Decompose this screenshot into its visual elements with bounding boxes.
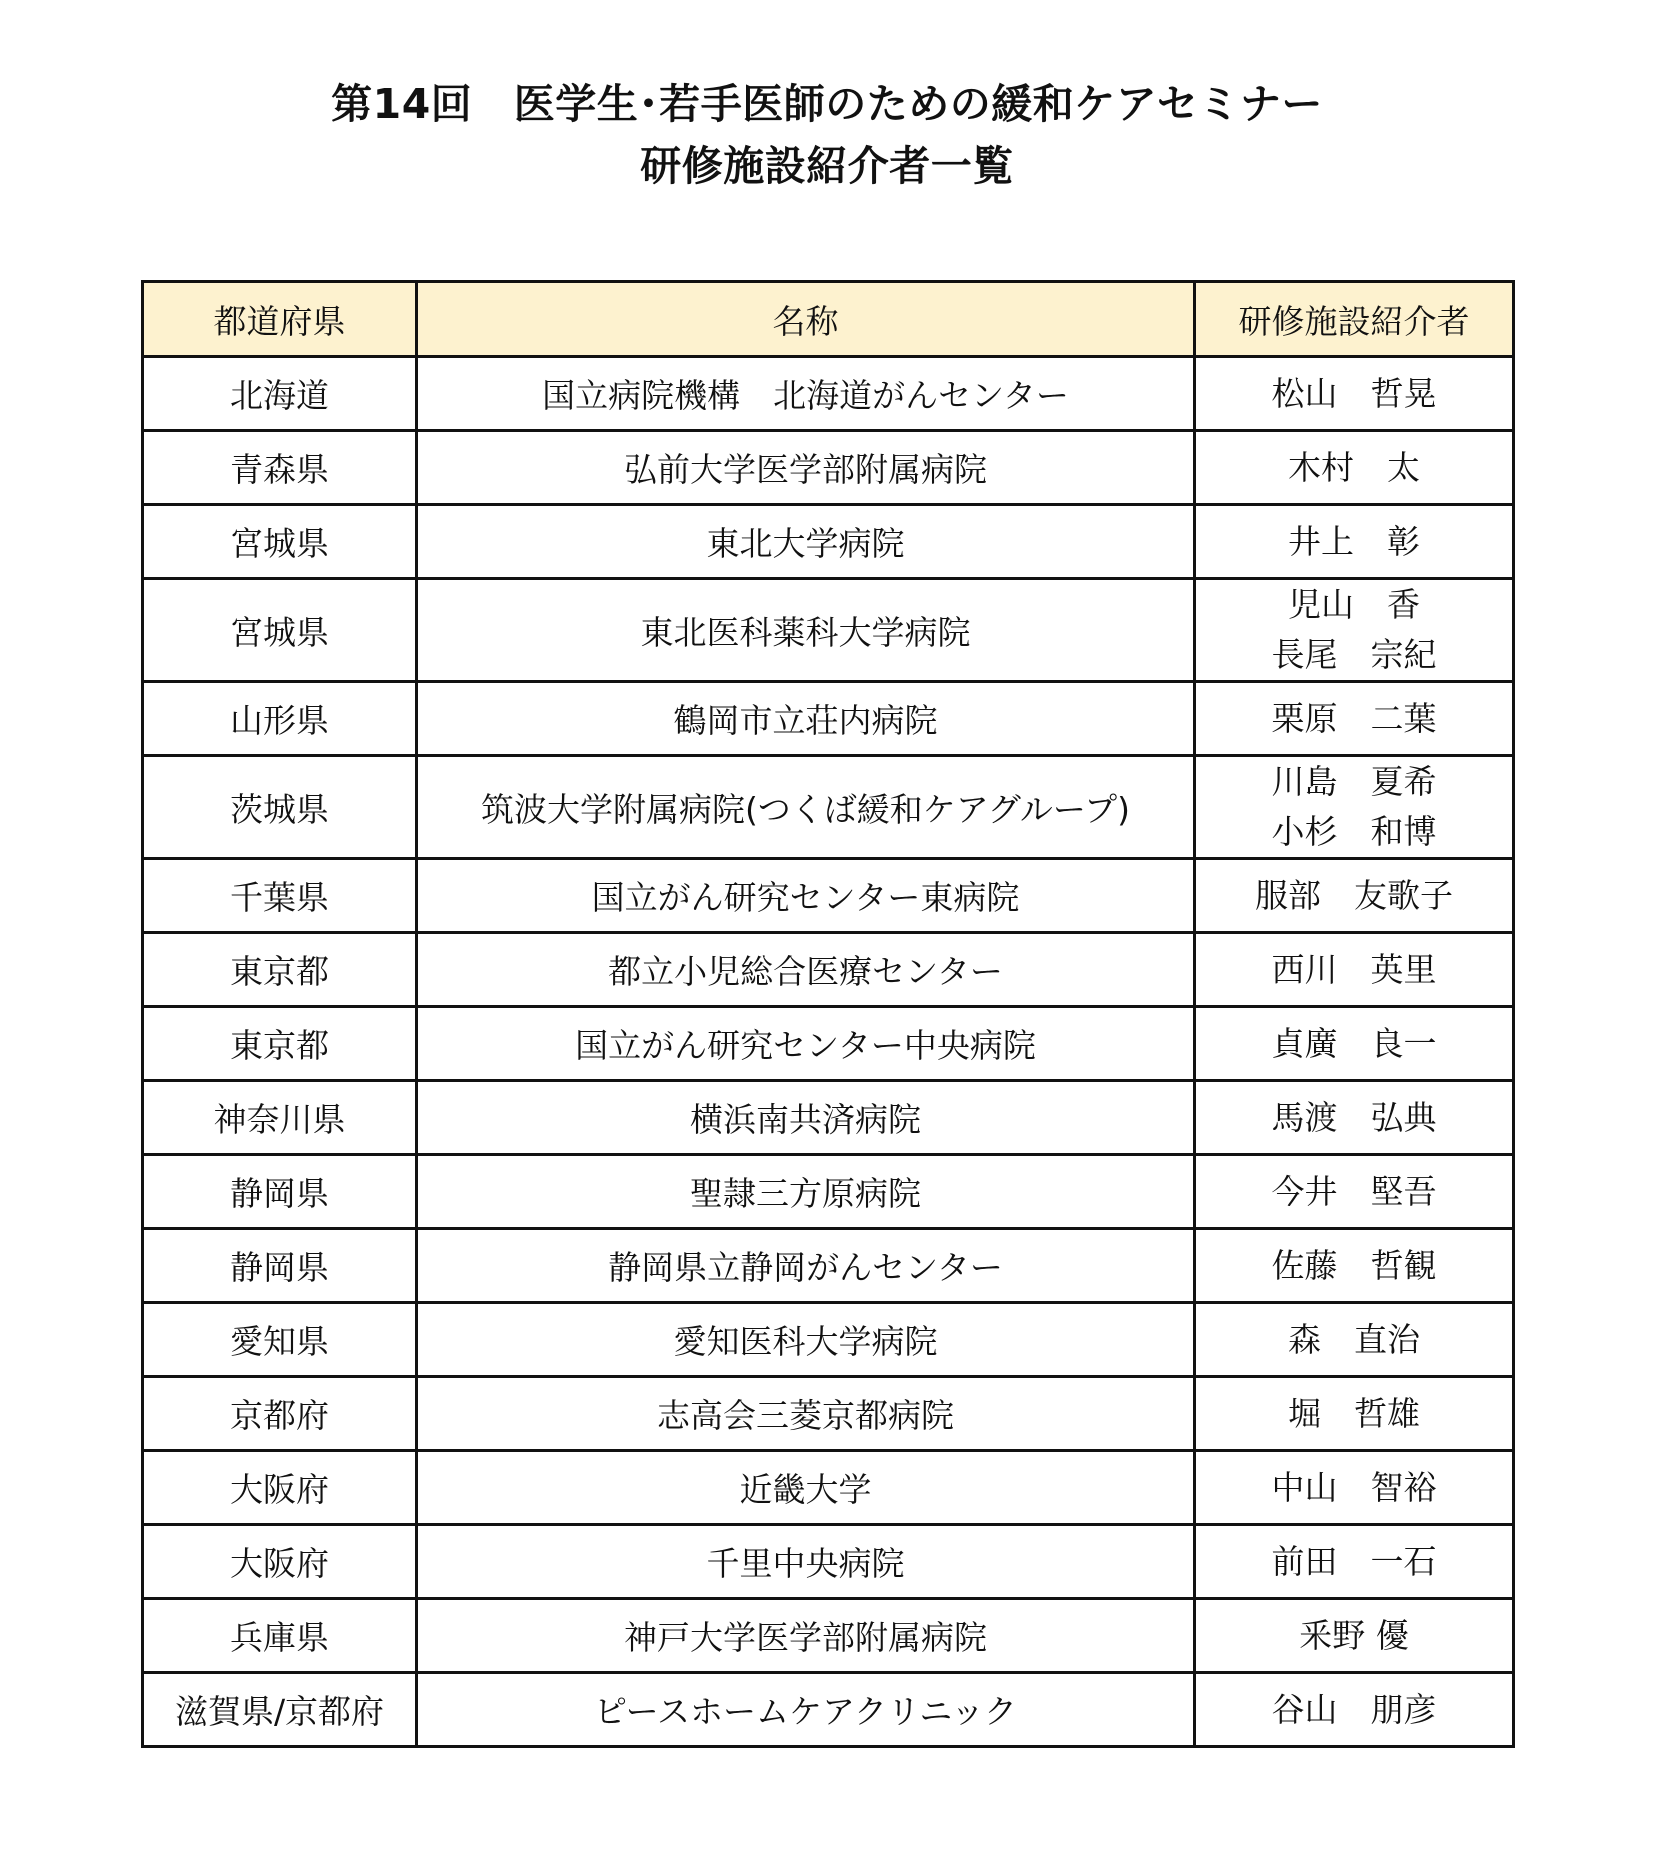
introducer-cell (1195, 756, 1514, 859)
introducer-name: 服部 友歌子 (1255, 875, 1453, 915)
prefecture-cell: 東京都 (143, 933, 417, 1007)
introducer-name: 釆野 優 (1299, 1615, 1409, 1655)
prefecture-cell: 京都府 (143, 1377, 417, 1451)
table-row (143, 859, 1514, 933)
prefecture-cell: 滋賀県/京都府 (143, 1673, 417, 1747)
introducer-name: 森 直治 (1288, 1319, 1420, 1359)
introducer-name: 前田 一石 (1271, 1541, 1437, 1581)
facility-name-cell: 静岡県立静岡がんセンター (417, 1229, 1195, 1303)
header-facility-name: 名称 (417, 282, 1195, 357)
table-row (143, 756, 1514, 859)
introducer-cell (1195, 859, 1514, 933)
facility-introducer-table (141, 280, 1515, 1748)
introducer-name: 今井 堅吾 (1271, 1171, 1437, 1211)
introducer-name: 井上 彰 (1288, 521, 1420, 561)
prefecture-cell: 大阪府 (143, 1451, 417, 1525)
facility-name-cell: 東北大学病院 (417, 505, 1195, 579)
prefecture-cell: 静岡県 (143, 1155, 417, 1229)
facility-name-cell: 横浜南共済病院 (417, 1081, 1195, 1155)
introducer-name: 長尾 宗紀 (1271, 635, 1437, 674)
introducer-name: 谷山 朋彦 (1271, 1689, 1437, 1729)
facility-name-cell: 鶴岡市立荘内病院 (417, 682, 1195, 756)
introducer-cell (1195, 933, 1514, 1007)
table-row (143, 933, 1514, 1007)
introducer-cell (1195, 682, 1514, 756)
table-row (143, 1451, 1514, 1525)
introducer-name: 中山 智裕 (1271, 1467, 1437, 1507)
table-body (143, 357, 1514, 1747)
table-row (143, 357, 1514, 431)
header-introducer: 研修施設紹介者 (1195, 282, 1514, 357)
table-header-row (143, 282, 1514, 357)
introducer-cell (1195, 1377, 1514, 1451)
table-row (143, 1303, 1514, 1377)
facility-name-cell: 国立がん研究センター中央病院 (417, 1007, 1195, 1081)
introducer-name: 西川 英里 (1271, 949, 1437, 989)
prefecture-cell: 北海道 (143, 357, 417, 431)
introducer-cell (1195, 357, 1514, 431)
introducer-cell (1195, 1673, 1514, 1747)
facility-name-cell: 国立がん研究センター東病院 (417, 859, 1195, 933)
facility-name-cell: 近畿大学 (417, 1451, 1195, 1525)
introducer-cell (1195, 1081, 1514, 1155)
facility-name-cell: 愛知医科大学病院 (417, 1303, 1195, 1377)
introducer-name: 堀 哲雄 (1288, 1393, 1420, 1433)
table-row (143, 1599, 1514, 1673)
introducer-cell (1195, 1229, 1514, 1303)
introducer-name: 木村 太 (1288, 447, 1420, 487)
table-row (143, 1525, 1514, 1599)
introducer-cell (1195, 1599, 1514, 1673)
prefecture-cell: 茨城県 (143, 756, 417, 859)
table-row (143, 1155, 1514, 1229)
facility-name-cell: 千里中央病院 (417, 1525, 1195, 1599)
table-row (143, 1081, 1514, 1155)
facility-name-cell: 聖隷三方原病院 (417, 1155, 1195, 1229)
introducer-cell (1195, 579, 1514, 682)
introducer-name: 小杉 和博 (1271, 812, 1437, 851)
prefecture-cell: 大阪府 (143, 1525, 417, 1599)
facility-name-cell: 東北医科薬科大学病院 (417, 579, 1195, 682)
facility-name-cell: 筑波大学附属病院(つくば緩和ケアグループ) (417, 756, 1195, 859)
facility-name-cell: 都立小児総合医療センター (417, 933, 1195, 1007)
prefecture-cell: 神奈川県 (143, 1081, 417, 1155)
introducer-cell (1195, 1007, 1514, 1081)
table-row (143, 1673, 1514, 1747)
table-row (143, 579, 1514, 682)
introducer-cell (1195, 1155, 1514, 1229)
introducer-cell (1195, 1303, 1514, 1377)
prefecture-cell: 宮城県 (143, 579, 417, 682)
introducer-cell (1195, 505, 1514, 579)
introducer-name: 児山 香 (1288, 585, 1420, 624)
table-row (143, 682, 1514, 756)
introducer-cell (1195, 1451, 1514, 1525)
header-prefecture: 都道府県 (143, 282, 417, 357)
prefecture-cell: 兵庫県 (143, 1599, 417, 1673)
prefecture-cell: 青森県 (143, 431, 417, 505)
facility-name-cell: 神戸大学医学部附属病院 (417, 1599, 1195, 1673)
introducer-cell (1195, 431, 1514, 505)
prefecture-cell: 東京都 (143, 1007, 417, 1081)
table-row (143, 431, 1514, 505)
introducer-name: 川島 夏希 (1271, 762, 1437, 801)
introducer-name: 貞廣 良一 (1271, 1023, 1437, 1063)
introducer-cell (1195, 1525, 1514, 1599)
table-row (143, 1229, 1514, 1303)
facility-name-cell: 国立病院機構 北海道がんセンター (417, 357, 1195, 431)
facility-name-cell: 弘前大学医学部附属病院 (417, 431, 1195, 505)
introducer-name: 松山 哲晃 (1271, 373, 1437, 413)
introducer-name: 馬渡 弘典 (1271, 1097, 1437, 1137)
facility-name-cell: 志高会三菱京都病院 (417, 1377, 1195, 1451)
prefecture-cell: 静岡県 (143, 1229, 417, 1303)
table-row (143, 1007, 1514, 1081)
introducer-name: 佐藤 哲観 (1271, 1245, 1437, 1285)
prefecture-cell: 愛知県 (143, 1303, 417, 1377)
table-row (143, 505, 1514, 579)
introducer-name: 栗原 二葉 (1271, 698, 1437, 738)
page-subtitle: 研修施設紹介者一覧 (640, 142, 1014, 190)
prefecture-cell: 山形県 (143, 682, 417, 756)
page-title: 第14回 医学生･若手医師のための緩和ケアセミナー (331, 80, 1323, 128)
prefecture-cell: 宮城県 (143, 505, 417, 579)
facility-name-cell: ピースホームケアクリニック (417, 1673, 1195, 1747)
prefecture-cell: 千葉県 (143, 859, 417, 933)
table-row (143, 1377, 1514, 1451)
